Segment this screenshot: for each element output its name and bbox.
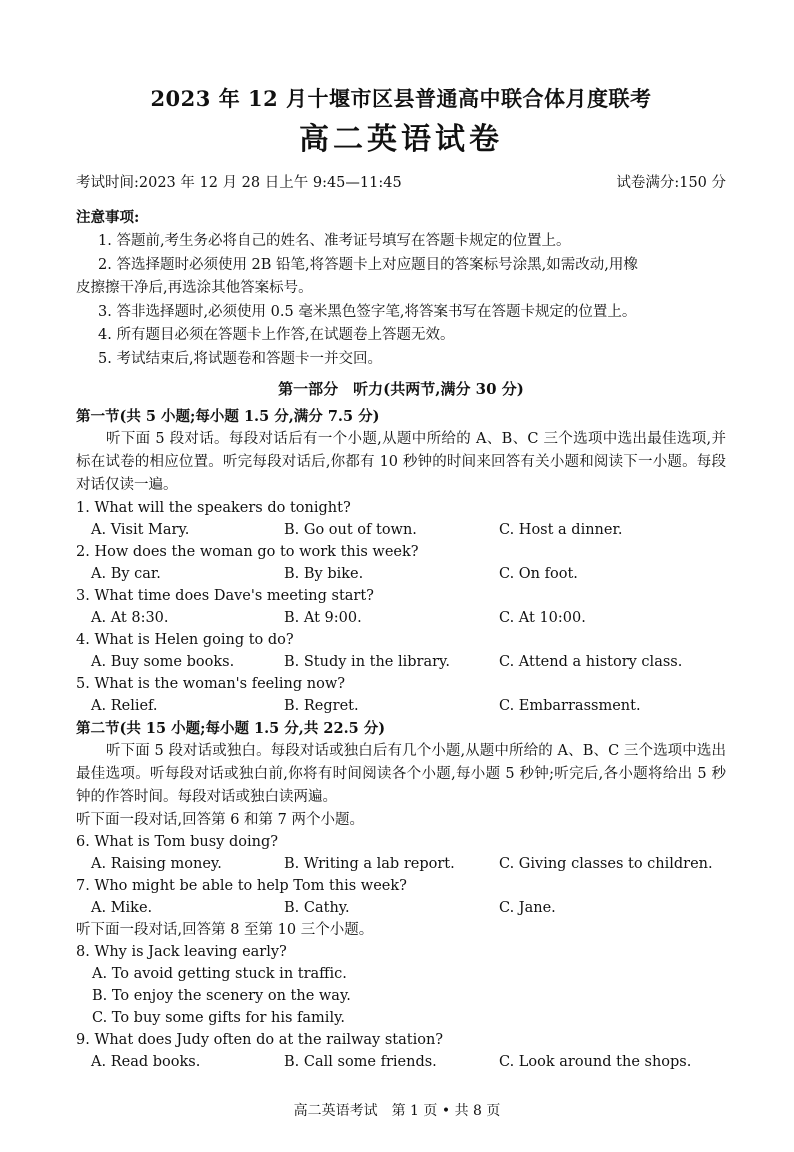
notice-item: 3. 答非选择题时,必须使用 0.5 毫米黑色签字笔,将答案书写在答题卡规定的位置上。 <box>98 303 637 320</box>
section-1 <box>76 405 726 717</box>
option-b: B. Regret. <box>284 698 359 714</box>
question-text: 9. What does Judy often do at the railway station? <box>76 1032 444 1048</box>
option-b: B. Call some friends. <box>284 1054 437 1070</box>
section-instructions: 听下面 5 段对话或独白。每段对话或独白后有几个小题,从题中所给的 A、B、C 三个选项中选出最佳选项。听每段对话或独白前,你将有时间阅读各个小题,每小题 5 秒钟;听完后,各小题将给出 5 秒钟的作答时间。每段对话或独白读两遍。 <box>76 743 726 805</box>
question-text: 4. What is Helen going to do? <box>76 632 294 648</box>
notice-item-continued: 皮擦擦干净后,再选涂其他答案标号。 <box>76 280 313 296</box>
option-a: A. Read books. <box>91 1054 201 1070</box>
dialogue-group-heading: 听下面一段对话,回答第 8 至第 10 三个小题。 <box>76 922 374 938</box>
question-2 <box>76 541 726 585</box>
option-b: B. At 9:00. <box>284 610 362 626</box>
option-c: C. On foot. <box>499 566 578 582</box>
options-row <box>76 1051 726 1073</box>
option-b: B. Cathy. <box>284 900 350 916</box>
option-c: C. Embarrassment. <box>499 698 641 714</box>
option-c: C. Jane. <box>499 900 556 916</box>
notice-item: 2. 答选择题时必须使用 2B 铅笔,将答题卡上对应题目的答案标号涂黑,如需改动,用橡 <box>98 256 638 273</box>
option-a: A. By car. <box>91 566 161 582</box>
dialogue-group-heading: 听下面一段对话,回答第 6 和第 7 两个小题。 <box>76 812 364 828</box>
option-c: C. To buy some gifts for his family. <box>92 1010 345 1026</box>
question-text: 1. What will the speakers do tonight? <box>76 500 351 516</box>
question-text: 5. What is the woman's feeling now? <box>76 676 346 692</box>
question-text: 3. What time does Dave's meeting start? <box>76 588 374 604</box>
option-c: C. Giving classes to children. <box>499 856 713 872</box>
options-row <box>76 853 726 875</box>
option-c: C. Attend a history class. <box>499 654 683 670</box>
section-instructions: 听下面 5 段对话。每段对话后有一个小题,从题中所给的 A、B、C 三个选项中选出最佳选项,并标在试卷的相应位置。听完每段对话后,你都有 10 秒钟的时间来回答有关小题和阅读下一小题。每段对话仅读一遍。 <box>76 431 726 493</box>
option-a: A. Mike. <box>91 900 153 916</box>
options-row <box>76 563 726 585</box>
section-heading: 第一节(共 5 小题;每小题 1.5 分,满分 7.5 分) <box>76 408 380 425</box>
option-a: A. Raising money. <box>91 856 222 872</box>
option-a: A. Buy some books. <box>91 654 235 670</box>
section-heading: 第二节(共 15 小题;每小题 1.5 分,共 22.5 分) <box>76 720 386 737</box>
question-3 <box>76 585 726 629</box>
option-a: A. Visit Mary. <box>91 522 190 538</box>
option-b: B. By bike. <box>284 566 364 582</box>
options-row <box>76 695 726 717</box>
option-c: C. Look around the shops. <box>499 1054 692 1070</box>
question-4 <box>76 629 726 673</box>
question-text: 8. Why is Jack leaving early? <box>76 944 287 960</box>
exam-subtitle: 高二英语试卷 <box>299 122 503 157</box>
notice-heading: 注意事项: <box>76 209 140 226</box>
question-8 <box>76 941 726 1029</box>
question-6 <box>76 831 726 875</box>
exam-meta <box>76 170 726 196</box>
options-row <box>76 519 726 541</box>
full-score: 试卷满分:150 分 <box>616 175 726 191</box>
option-b: B. To enjoy the scenery on the way. <box>92 988 351 1004</box>
option-b: B. Go out of town. <box>284 522 417 538</box>
options-row <box>76 607 726 629</box>
options-row <box>76 651 726 673</box>
question-text: 6. What is Tom busy doing? <box>76 834 278 850</box>
notice-item: 4. 所有题目必须在答题卡上作答,在试题卷上答题无效。 <box>98 327 455 343</box>
question-1 <box>76 497 726 541</box>
notice-item: 5. 考试结束后,将试题卷和答题卡一并交回。 <box>98 350 383 367</box>
notice-section <box>76 206 726 371</box>
option-a: A. At 8:30. <box>91 610 169 626</box>
part-title: 第一部分 听力(共两节,满分 30 分) <box>278 380 524 398</box>
question-7 <box>76 875 726 919</box>
option-a: A. To avoid getting stuck in traffic. <box>92 966 347 982</box>
section-2 <box>76 717 726 1073</box>
question-text: 2. How does the woman go to work this week? <box>76 544 419 560</box>
page-footer: 高二英语考试 第 1 页 • 共 8 页 <box>293 1103 501 1119</box>
option-b: B. Study in the library. <box>284 654 450 670</box>
option-c: C. At 10:00. <box>499 610 586 626</box>
option-a: A. Relief. <box>91 698 158 714</box>
options-row <box>76 897 726 919</box>
question-9 <box>76 1029 726 1073</box>
exam-title: 2023 年 12 月十堰市区县普通高中联合体月度联考 <box>150 86 652 111</box>
option-c: C. Host a dinner. <box>499 522 623 538</box>
question-text: 7. Who might be able to help Tom this week? <box>76 878 407 894</box>
exam-time: 考试时间:2023 年 12 月 28 日上午 9:45—11:45 <box>76 175 402 191</box>
question-5 <box>76 673 726 717</box>
option-b: B. Writing a lab report. <box>284 856 455 872</box>
notice-item: 1. 答题前,考生务必将自己的姓名、准考证号填写在答题卡规定的位置上。 <box>98 233 571 249</box>
